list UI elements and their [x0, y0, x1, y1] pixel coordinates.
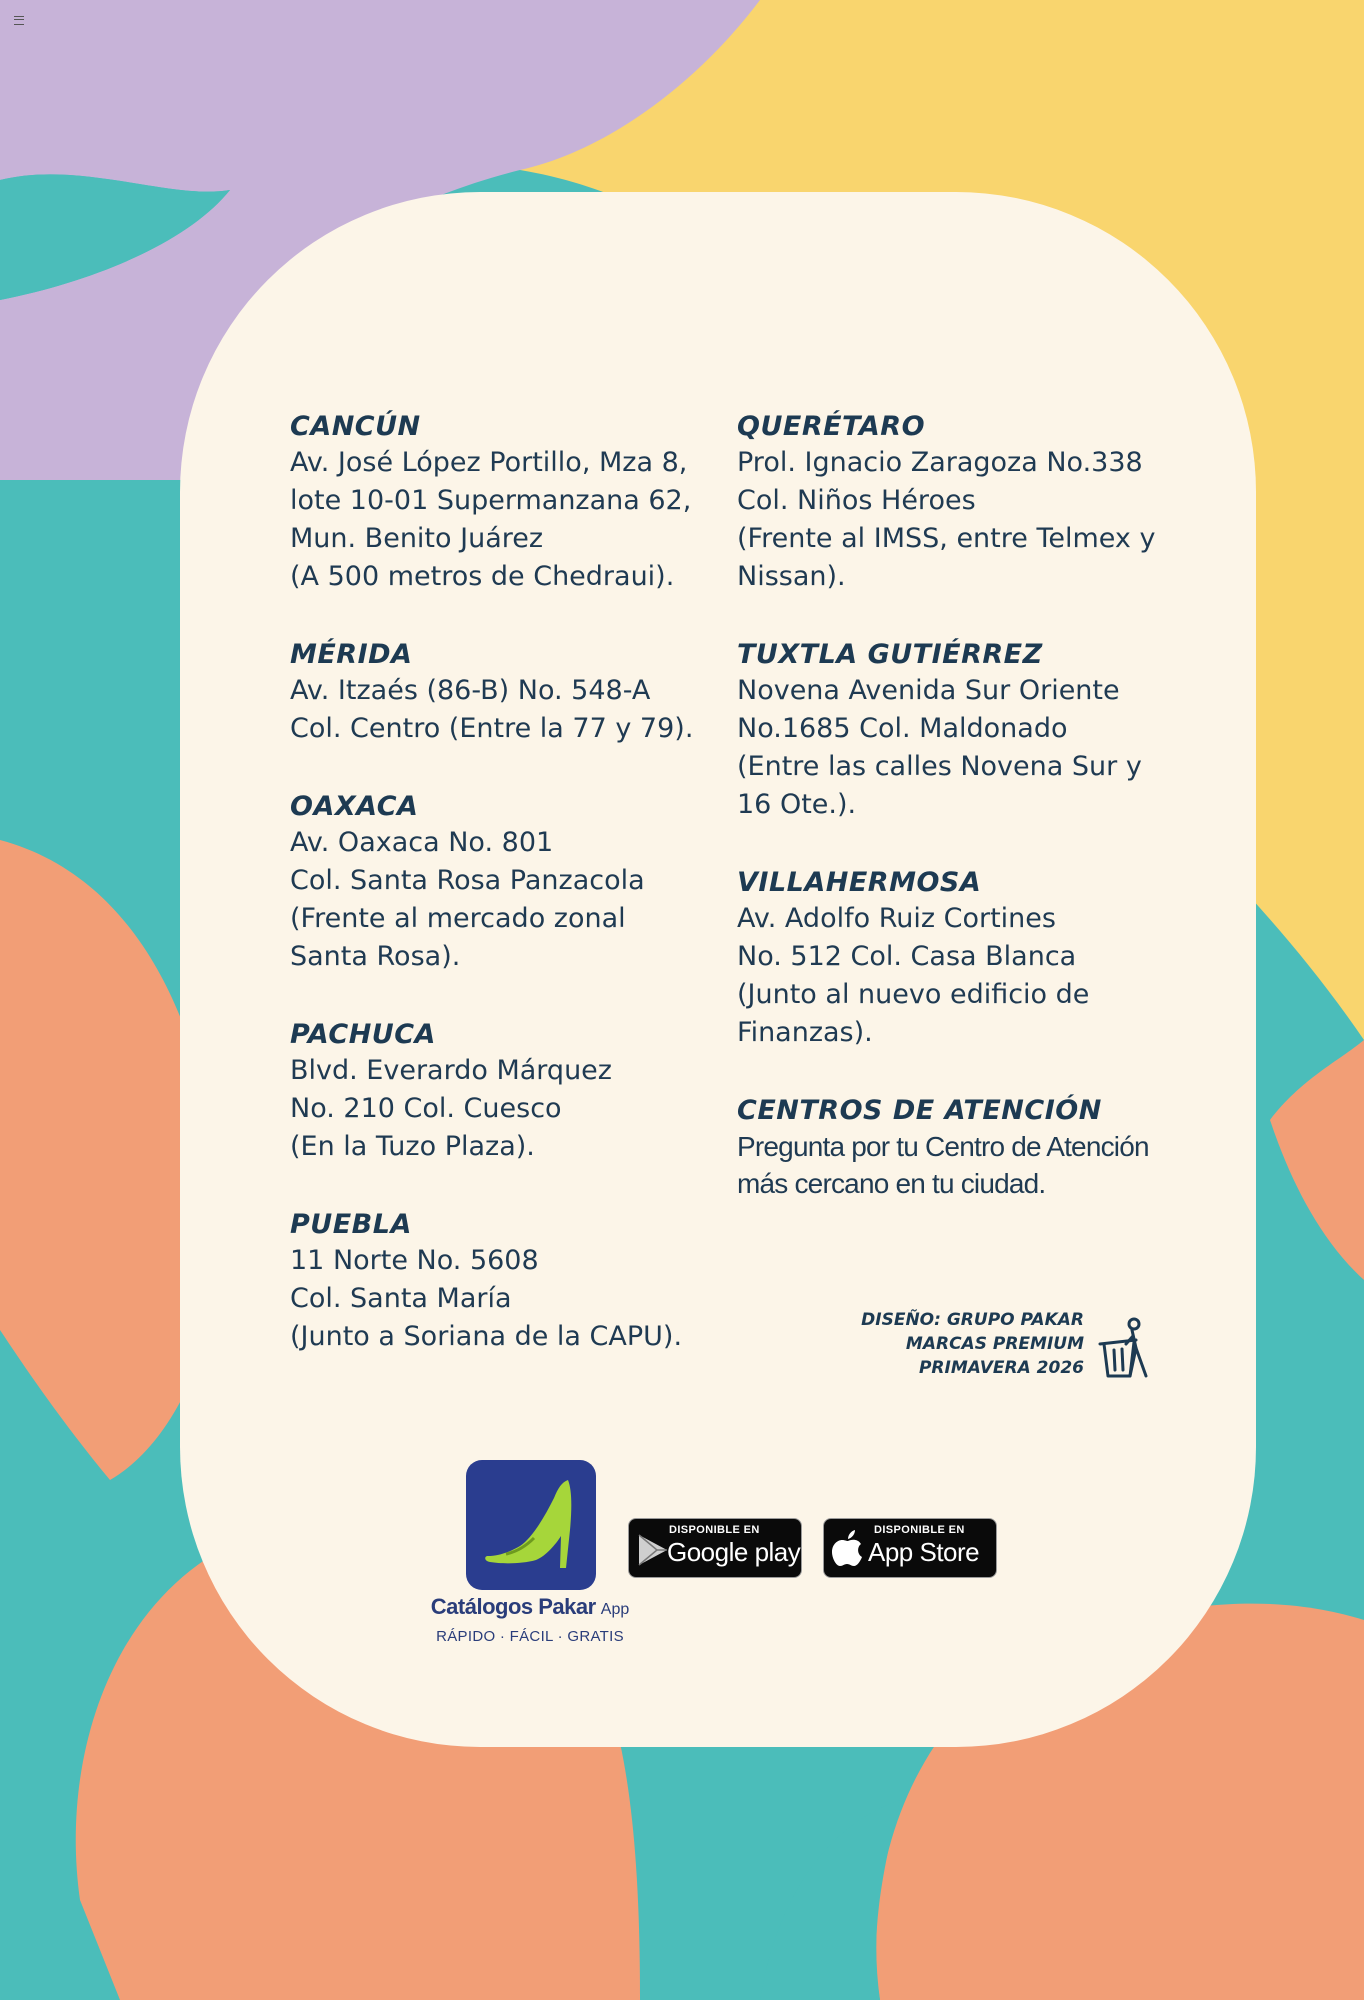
- store-city: OAXACA: [290, 791, 419, 822]
- store-address-line: Av. Adolfo Ruiz Cortines: [737, 903, 1056, 934]
- store-address-line: Av. Itzaés (86-B) No. 548-A: [290, 675, 651, 706]
- credits-line: DISEÑO: GRUPO PAKAR: [861, 1310, 1084, 1330]
- store-block: [290, 1018, 720, 1166]
- store-address-line: Col. Centro (Entre la 77 y 79).: [290, 713, 694, 744]
- app-name: [380, 1594, 680, 1620]
- store-address-line: Nissan).: [737, 561, 846, 592]
- recycle-bin-icon: [1096, 1314, 1150, 1380]
- google-play-icon: [637, 1533, 669, 1567]
- store-address-line: Blvd. Everardo Márquez: [290, 1055, 612, 1086]
- store-block: [737, 638, 1177, 824]
- store-address-line: lote 10-01 Supermanzana 62,: [290, 485, 692, 516]
- high-heel-shoe-icon: [466, 1460, 596, 1590]
- store-address-line: No. 210 Col. Cuesco: [290, 1093, 562, 1124]
- store-address-line: Av. Oaxaca No. 801: [290, 827, 554, 858]
- stores-left-column: [290, 410, 720, 1398]
- store-address-line: (A 500 metros de Chedraui).: [290, 561, 675, 592]
- store-city: TUXTLA GUTIÉRREZ: [737, 639, 1043, 670]
- store-block: [290, 1208, 720, 1356]
- store-address-line: (Frente al IMSS, entre Telmex y: [737, 523, 1156, 554]
- store-block: [290, 638, 720, 748]
- google-play-badge[interactable]: [628, 1518, 802, 1578]
- store-address-line: No.1685 Col. Maldonado: [737, 713, 1068, 744]
- store-address-line: Col. Niños Héroes: [737, 485, 976, 516]
- store-address-line: 11 Norte No. 5608: [290, 1245, 539, 1276]
- store-city: MÉRIDA: [290, 639, 413, 670]
- store-address-line: (Junto a Soriana de la CAPU).: [290, 1321, 683, 1352]
- store-address-line: No. 512 Col. Casa Blanca: [737, 941, 1077, 972]
- google-badge-small: DISPONIBLE EN: [669, 1524, 760, 1536]
- store-block: [290, 790, 720, 976]
- store-city: PACHUCA: [290, 1019, 436, 1050]
- atencion-title: CENTROS DE ATENCIÓN: [737, 1095, 1102, 1126]
- store-city: QUERÉTARO: [737, 411, 926, 442]
- store-block: [737, 410, 1177, 596]
- atencion-line: Pregunta por tu Centro de Atención: [737, 1131, 1149, 1162]
- app-icon[interactable]: [466, 1460, 596, 1590]
- store-address-line: Av. José López Portillo, Mza 8,: [290, 447, 688, 478]
- atencion-block: [737, 1094, 1177, 1202]
- credits-line: PRIMAVERA 2026: [918, 1358, 1084, 1378]
- store-city: CANCÚN: [290, 411, 421, 442]
- store-address-line: Prol. Ignacio Zaragoza No.338: [737, 447, 1143, 478]
- apple-badge-big: App Store: [868, 1537, 980, 1567]
- credits: [780, 1308, 1084, 1380]
- stores-right-column: [737, 410, 1177, 1244]
- store-address-line: Santa Rosa).: [290, 941, 461, 972]
- credits-line: MARCAS PREMIUM: [905, 1334, 1084, 1354]
- store-address-line: 16 Ote.).: [737, 789, 857, 820]
- google-badge-big: Google play: [667, 1537, 801, 1567]
- store-block: [737, 866, 1177, 1052]
- store-block: [290, 410, 720, 596]
- store-address-line: (Entre las calles Novena Sur y: [737, 751, 1142, 782]
- app-name-suffix: App: [600, 1601, 630, 1618]
- store-city: PUEBLA: [290, 1209, 412, 1240]
- app-name-main: Catálogos Pakar: [430, 1594, 596, 1619]
- atencion-line: más cercano en tu ciudad.: [737, 1168, 1046, 1199]
- app-store-badge[interactable]: [823, 1518, 997, 1578]
- store-address-line: Col. Santa Rosa Panzacola: [290, 865, 645, 896]
- menu-icon[interactable]: [14, 16, 24, 25]
- app-tagline: RÁPIDO · FÁCIL · GRATIS: [436, 1628, 624, 1645]
- store-address-line: Finanzas).: [737, 1017, 873, 1048]
- store-address-line: Col. Santa María: [290, 1283, 512, 1314]
- apple-icon: [832, 1529, 864, 1567]
- store-address-line: Mun. Benito Juárez: [290, 523, 544, 554]
- store-address-line: Novena Avenida Sur Oriente: [737, 675, 1120, 706]
- store-address-line: (Junto al nuevo edificio de: [737, 979, 1090, 1010]
- store-city: VILLAHERMOSA: [737, 867, 982, 898]
- store-address-line: (Frente al mercado zonal: [290, 903, 626, 934]
- apple-badge-small: DISPONIBLE EN: [874, 1524, 965, 1536]
- store-address-line: (En la Tuzo Plaza).: [290, 1131, 535, 1162]
